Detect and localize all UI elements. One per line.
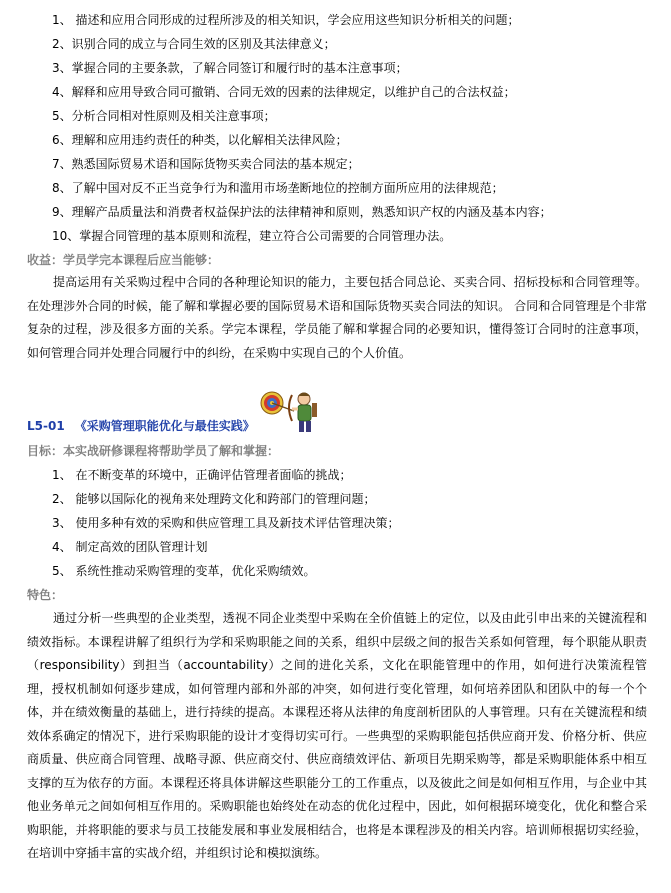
goal-item-1: 1、 描述和应用合同形成的过程所涉及的相关知识，学会应用这些知识分析相关的问题； [52,13,520,27]
benefit-label: 收益：学员学完本课程后应当能够： [27,253,220,267]
objective-item-5: 5、 系统性推动采购管理的变革，优化采购绩效。 [52,564,316,578]
archer-target-icon [258,389,324,434]
goal-item-9: 9、理解产品质量法和消费者权益保护法的法律精神和原则，熟悉知识产权的内涵及基本内容； [52,205,552,219]
goal-item-6: 6、理解和应用违约责任的种类，以化解相关法律风险； [52,133,348,147]
objective-item-4: 4、 制定高效的团队管理计划 [52,540,208,554]
feature-label: 特色： [27,588,64,602]
objective-item-2: 2、 能够以国际化的视角来处理跨文化和跨部门的管理问题； [52,492,376,506]
objective-item-3: 3、 使用多种有效的采购和供应管理工具及新技术评估管理决策； [52,516,400,530]
objective-item-1: 1、 在不断变革的环境中，正确评估管理者面临的挑战； [52,468,352,482]
course-name: 《采购管理职能优化与最佳实践》 [74,419,255,433]
goal-item-7: 7、熟悉国际贸易术语和国际货物买卖合同法的基本规定； [52,157,360,171]
feature-paragraph: 通过分析一些典型的企业类型，透视不同企业类型中采购在全价值链上的定位，以及由此引申出来的关键流程和绩效指标。本课程讲解了组织行为学和采购职能之间的关系，组织中层级之间的报告关系如何管理，每个职能从职责（responsibility）到担当（accountability）之间的进化关系，文化在职能管理中的作用，如何进行决策流程管理，授权机制如何逐步建成，如何管理内部和外部的冲突，如何进行变化管理，如何培养团队和团队中的每一个个体，并在绩效衡量的基础上，进行持续的提高。本课程还将从法律的角度剖析团队的人事管理。只有在关键流程和绩效体系确定的情况下，进行采购职能的设计才变得切实可行。一些典型的采购职能包括供应商开发、价格分析、供应商质量、供应商合同管理、战略寻源、供应商交付、供应商绩效评估、新项目先期采购等，都是采购职能体系中相互支撑的互为依存的方面。本课程还将具体讲解这些职能分工的工作重点，以及彼此之间是如何相互作用，与企业中其他业务单元之间如何相互作用的。采购职能也始终处在动态的优化过程中，因此，如何根据环境变化，优化和整合采购职能，并将职能的要求与员工技能发展和事业发展相结合，也将是本课程涉及的相关内容。培训师根据切实经验，在培训中穿插丰富的实战介绍，并组织讨论和模拟演练。 [27,611,647,860]
course-title [27,418,255,434]
goal-item-8: 8、了解中国对反不正当竞争行为和滥用市场垄断地位的控制方面所应用的法律规范； [52,181,504,195]
course-code: L5-01 [27,419,65,433]
goal-label: 目标：本实战研修课程将帮助学员了解和掌握： [27,444,280,458]
goal-item-3: 3、掌握合同的主要条款，了解合同签订和履行时的基本注意事项； [52,61,408,75]
goal-item-4: 4、解释和应用导致合同可撤销、合同无效的因素的法律规定，以维护自己的合法权益； [52,85,516,99]
goal-item-5: 5、分析合同相对性原则及相关注意事项； [52,109,276,123]
goal-item-10: 10、掌握合同管理的基本原则和流程，建立符合公司需要的合同管理办法。 [52,229,452,243]
goal-item-2: 2、识别合同的成立与合同生效的区别及其法律意义； [52,37,336,51]
benefit-paragraph: 提高运用有关采购过程中合同的各种理论知识的能力，主要包括合同总论、买卖合同、招标投标和合同管理等。在处理涉外合同的时候，能了解和掌握必要的国际贸易术语和国际货物买卖合同法的知识。 合同和合同管理是个非常复杂的过程，涉及很多方面的关系。学完本课程，学员能了解和掌握合同的必要知识，懂得签订合同时的注意事项，如何管理合同并处理合同履行中的纠纷，在采购中实现自己的个人价值。 [27,275,647,360]
